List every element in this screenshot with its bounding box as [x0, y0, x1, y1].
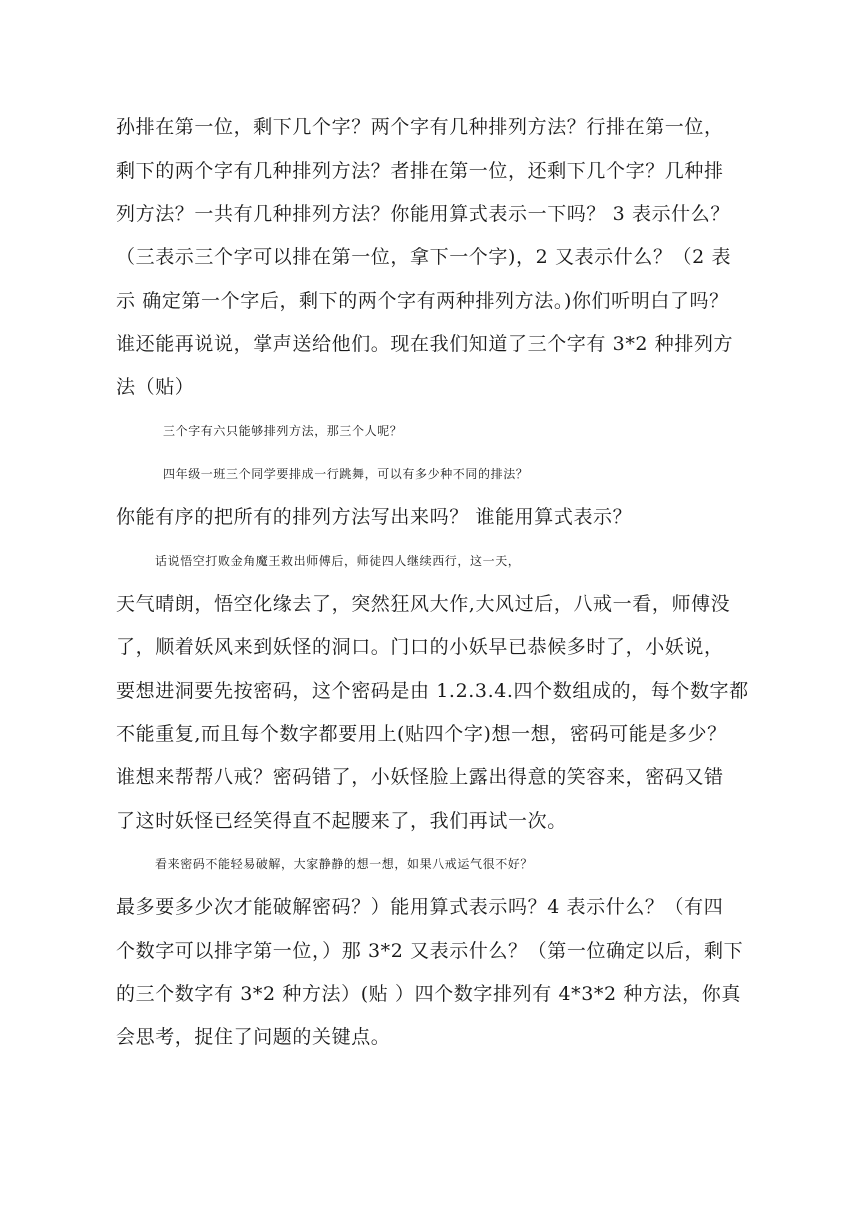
paragraph-line: 法（贴）: [116, 376, 195, 398]
paragraph-line: 天气晴朗，悟空化缘去了，突然狂风大作,大风过后，八戒一看，师傅没: [116, 593, 731, 615]
paragraph-line: （三表示三个字可以排在第一位，拿下一个字)，2 又表示什么？（2 表: [116, 246, 732, 268]
paragraph-line: 三个字有六只能够排列方法，那三个人呢？: [163, 424, 403, 438]
paragraph-line: 你能有序的把所有的排列方法写出来吗？ 谁能用算式表示？: [116, 506, 633, 528]
paragraph-line: 要想进洞要先按密码，这个密码是由 1.2.3.4.四个数组成的，每个数字都: [116, 680, 749, 702]
paragraph-line: 谁还能再说说，掌声送给他们。现在我们知道了三个字有 3*2 种排列方: [116, 333, 734, 355]
paragraph-line: 会思考，捉住了问题的关键点。: [116, 1026, 391, 1048]
paragraph-line: 谁想来帮帮八戒？密码错了，小妖怪脸上露出得意的笑容来，密码又错: [116, 766, 724, 788]
paragraph-line: 剩下的两个字有几种排列方法？者排在第一位，还剩下几个字？几种排: [116, 160, 724, 182]
paragraph-line: 了这时妖怪已经笑得直不起腰来了，我们再试一次。: [116, 810, 567, 832]
paragraph-line: 的三个数字有 3*2 种方法）(贴 ）四个数字排列有 4*3*2 种方法，你真: [116, 983, 741, 1005]
paragraph-line: 看来密码不能轻易破解，大家静静的想一想，如果八戒运气很不好？: [155, 857, 534, 871]
paragraph-line: 列方法？一共有几种排列方法？你能用算式表示一下吗？ 3 表示什么？: [116, 203, 730, 225]
paragraph-line: 不能重复,而且每个数字都要用上(贴四个字)想一想，密码可能是多少？: [116, 723, 727, 745]
paragraph-line: 话说悟空打败金角魔王救出师傅后，师徒四人继续西行，这一天，: [155, 554, 521, 568]
paragraph-line: 个数字可以排字第一位，）那 3*2 又表示什么？（第一位确定以后，剩下: [116, 940, 744, 962]
paragraph-line: 了，顺着妖风来到妖怪的洞口。门口的小妖早已恭候多时了，小妖说，: [116, 636, 724, 658]
paragraph-line: 四年级一班三个同学要排成一行跳舞，可以有多少种不同的排法？: [163, 467, 529, 481]
paragraph-line: 最多要多少次才能破解密码？）能用算式表示吗？4 表示什么？（有四: [116, 896, 724, 918]
paragraph-line: 示 确定第一个字后，剩下的两个字有两种排列方法。)你们听明白了吗？: [116, 290, 729, 312]
paragraph-line: 孙排在第一位，剩下几个字？两个字有几种排列方法？行排在第一位，: [116, 116, 724, 138]
